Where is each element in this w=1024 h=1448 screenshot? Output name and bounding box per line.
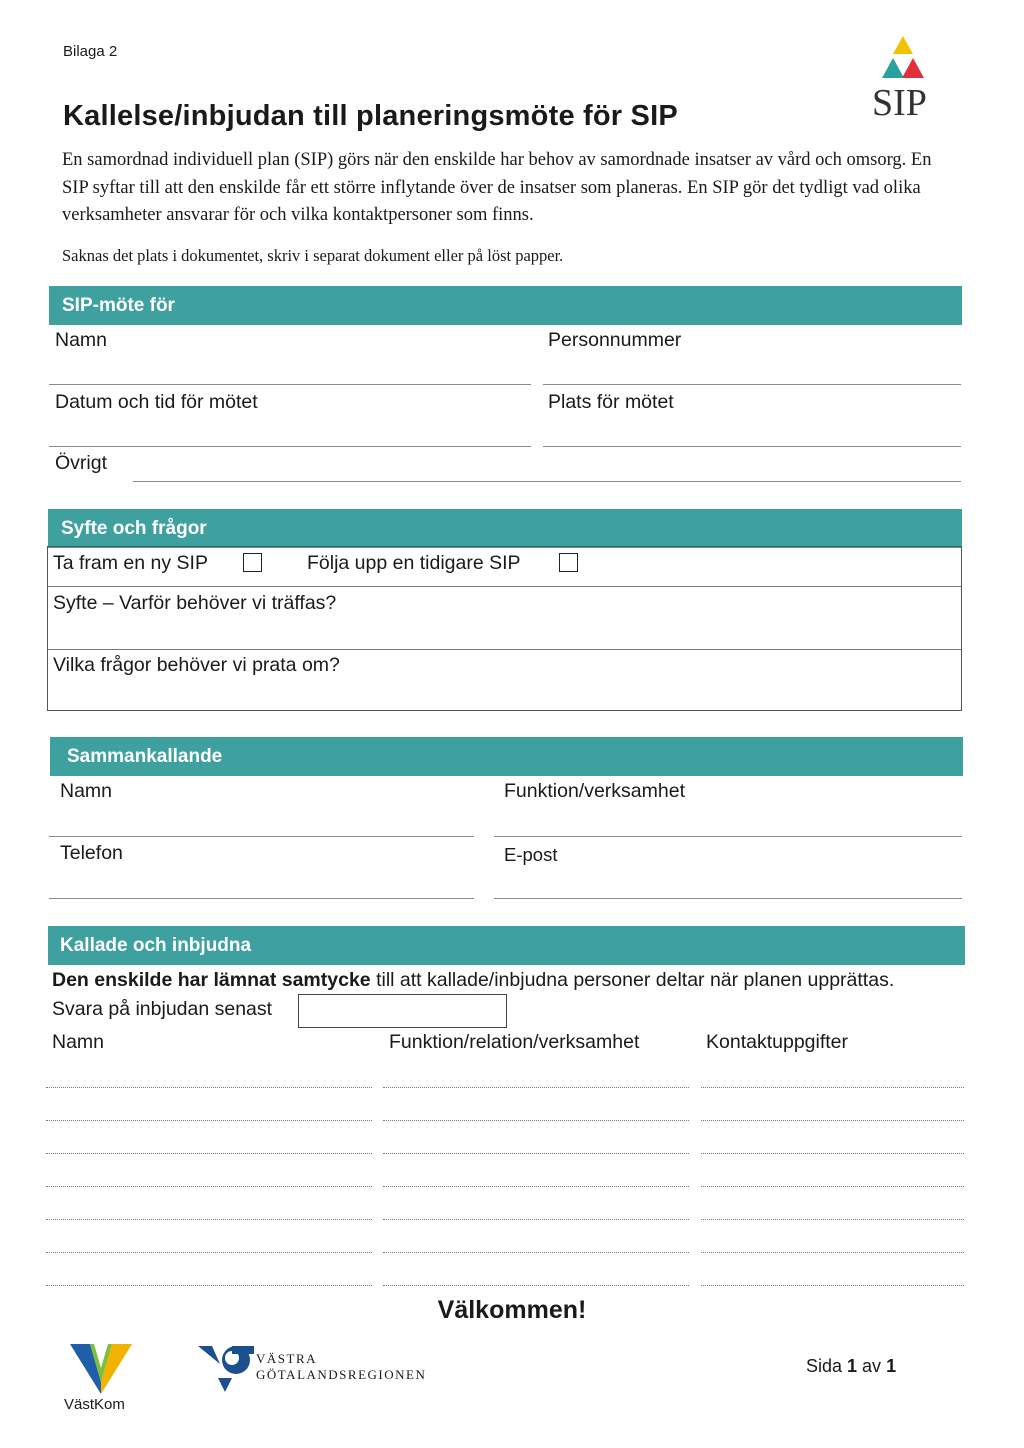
other-field[interactable]	[133, 481, 961, 482]
convener-name-label: Namn	[60, 780, 113, 802]
consent-statement-bold: Den enskilde har lämnat samtycke	[52, 969, 371, 991]
option-new-sip-label: Ta fram en ny SIP	[53, 552, 208, 574]
option-new-sip-checkbox[interactable]	[243, 553, 262, 572]
vgr-logo-text-line1: VÄSTRA	[256, 1351, 318, 1366]
section-header-meeting: SIP-möte för	[49, 286, 962, 325]
meeting-name-label: Namn	[55, 329, 108, 351]
attachment-label: Bilaga 2	[63, 43, 118, 60]
divider	[48, 586, 961, 587]
page-separator: av	[857, 1356, 887, 1376]
invited-contact-field[interactable]	[701, 1120, 964, 1121]
convener-email-label: E-post	[504, 844, 558, 865]
divider	[48, 649, 961, 650]
page-current: 1	[847, 1356, 858, 1376]
convener-phone-label: Telefon	[60, 842, 123, 864]
intro-paragraph: En samordnad individuell plan (SIP) görs när den enskilde har behov av samordnade insatser av vård och omsorg. En SIP syftar till att den enskilde får ett större inflytande över de insatser som planeras. En SIP gör det tydligt vad olika verksamheter ansvarar för och vilka kontaktpersoner som finns.	[62, 150, 932, 225]
convener-name-field[interactable]	[49, 836, 474, 837]
invited-contact-field[interactable]	[701, 1153, 964, 1154]
page-indicator	[806, 1356, 896, 1377]
invited-name-field[interactable]	[46, 1153, 372, 1154]
invited-function-field[interactable]	[383, 1153, 689, 1154]
page-prefix: Sida	[806, 1356, 848, 1376]
purpose-field[interactable]	[48, 616, 961, 648]
invited-name-field[interactable]	[46, 1087, 372, 1088]
page-title: Kallelse/inbjudan till planeringsmöte för SIP	[63, 100, 678, 132]
invited-name-field[interactable]	[46, 1285, 372, 1286]
consent-statement-rest: till att kallade/inbjudna personer deltar när planen upprättas.	[370, 969, 895, 991]
purpose-label: Syfte – Varför behöver vi träffas?	[53, 592, 337, 614]
invited-contact-field[interactable]	[701, 1285, 964, 1286]
vastkom-logo-icon	[70, 1342, 132, 1396]
convener-phone-field[interactable]	[49, 898, 474, 899]
invited-contact-field[interactable]	[701, 1252, 964, 1253]
questions-field[interactable]	[48, 678, 961, 710]
vastkom-logo-text: VästKom	[64, 1396, 125, 1413]
invited-contact-field[interactable]	[701, 1219, 964, 1220]
invited-function-field[interactable]	[383, 1120, 689, 1121]
other-label: Övrigt	[55, 452, 108, 474]
invited-name-field[interactable]	[46, 1120, 372, 1121]
welcome-text: Välkommen!	[437, 1296, 587, 1324]
meeting-place-label: Plats för mötet	[548, 391, 674, 413]
personal-number-label: Personnummer	[548, 329, 682, 351]
invited-function-field[interactable]	[383, 1219, 689, 1220]
convener-function-label: Funktion/verksamhet	[504, 780, 685, 802]
invited-function-field[interactable]	[383, 1087, 689, 1088]
invited-contact-field[interactable]	[701, 1186, 964, 1187]
meeting-datetime-label: Datum och tid för mötet	[55, 391, 258, 413]
section-header-invited: Kallade och inbjudna	[48, 926, 965, 965]
sip-triangles-icon	[866, 32, 940, 88]
invited-function-field[interactable]	[383, 1252, 689, 1253]
sip-logo	[866, 32, 940, 124]
section-header-convener: Sammankallande	[50, 737, 963, 776]
meeting-datetime-field[interactable]	[49, 446, 531, 447]
convener-function-field[interactable]	[494, 836, 962, 837]
section-header-purpose: Syfte och frågor	[48, 509, 962, 548]
option-followup-sip-label: Följa upp en tidigare SIP	[307, 552, 521, 574]
invited-name-field[interactable]	[46, 1186, 372, 1187]
reply-by-date-input[interactable]	[298, 994, 507, 1028]
invited-col-name: Namn	[52, 1031, 105, 1053]
personal-number-field[interactable]	[543, 384, 961, 385]
vgr-logo-icon	[198, 1342, 256, 1394]
meeting-place-field[interactable]	[543, 446, 961, 447]
invited-col-contact: Kontaktuppgifter	[706, 1031, 849, 1053]
convener-email-field[interactable]	[494, 898, 962, 899]
meeting-name-field[interactable]	[49, 384, 531, 385]
page-total: 1	[886, 1356, 897, 1376]
invited-col-function: Funktion/relation/verksamhet	[389, 1031, 640, 1053]
option-followup-sip-checkbox[interactable]	[559, 553, 578, 572]
reply-by-label: Svara på inbjudan senast	[52, 998, 273, 1020]
vgr-logo-text-line2: GÖTALANDSREGIONEN	[256, 1367, 427, 1382]
questions-label: Vilka frågor behöver vi prata om?	[53, 654, 340, 676]
invited-function-field[interactable]	[383, 1285, 689, 1286]
invited-name-field[interactable]	[46, 1252, 372, 1253]
sip-logo-text: SIP	[872, 82, 927, 124]
invited-name-field[interactable]	[46, 1219, 372, 1220]
intro-note: Saknas det plats i dokumentet, skriv i separat dokument eller på löst papper.	[62, 246, 564, 265]
invited-function-field[interactable]	[383, 1186, 689, 1187]
consent-statement	[52, 969, 962, 992]
invited-contact-field[interactable]	[701, 1087, 964, 1088]
